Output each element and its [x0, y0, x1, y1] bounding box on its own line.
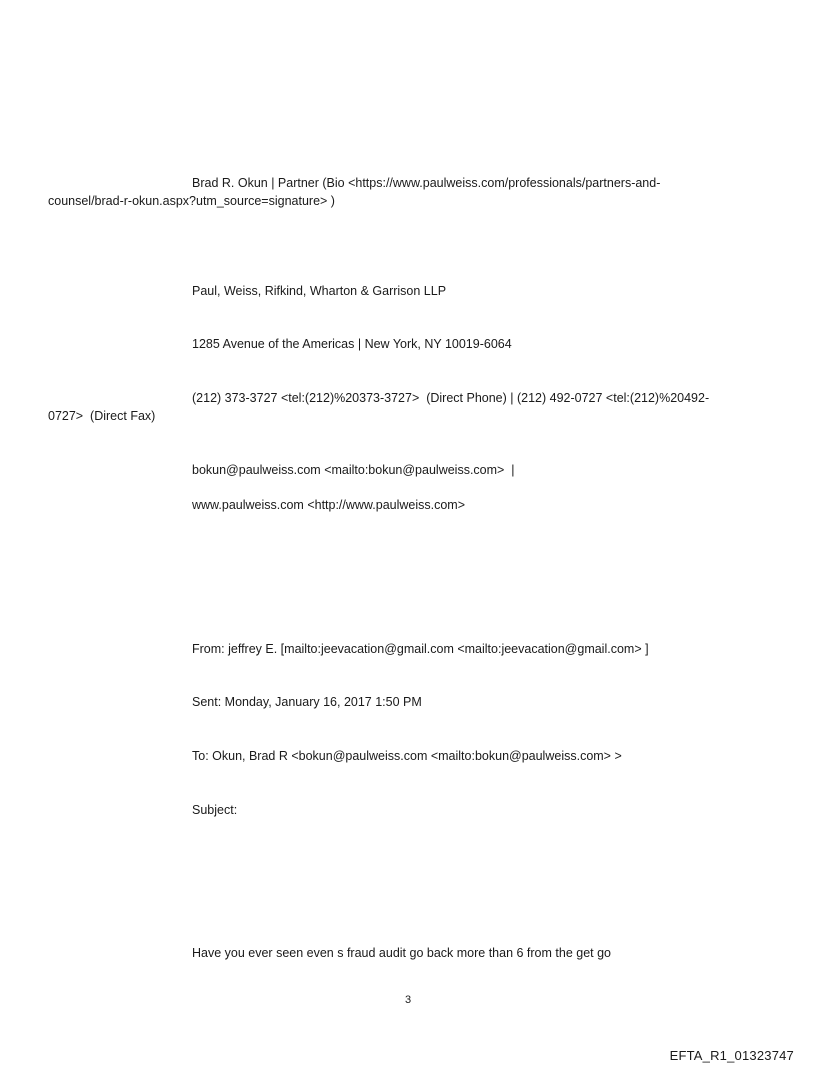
- signature-fax-continuation: 0727> (Direct Fax): [48, 409, 156, 423]
- signature-firm: Paul, Weiss, Rifkind, Wharton & Garrison LLP: [192, 284, 447, 298]
- signature-address: 1285 Avenue of the Americas | New York, NY 10019-6064: [192, 337, 512, 351]
- email-header-sent: Sent: Monday, January 16, 2017 1:50 PM: [192, 695, 422, 709]
- signature-website: www.paulweiss.com <http://www.paulweiss.com>: [192, 498, 466, 512]
- email-header-subject: Subject:: [192, 803, 238, 817]
- bates-number: EFTA_R1_01323747: [669, 1048, 794, 1063]
- signature-phone-line: (212) 373-3727 <tel:(212)%20373-3727> (Direct Phone) | (212) 492-0727 <tel:(212)%20492-: [192, 391, 710, 405]
- signature-name-line: Brad R. Okun | Partner (Bio <https://www.paulweiss.com/professionals/partners-and-: [192, 176, 661, 190]
- email-header-to: To: Okun, Brad R <bokun@paulweiss.com <mailto:bokun@paulweiss.com> >: [192, 749, 622, 763]
- page-number: 3: [404, 994, 412, 1006]
- signature-bio-link-continuation: counsel/brad-r-okun.aspx?utm_source=signature> ): [48, 194, 335, 208]
- email-header-from: From: jeffrey E. [mailto:jeevacation@gmail.com <mailto:jeevacation@gmail.com> ]: [192, 642, 649, 656]
- signature-email: bokun@paulweiss.com <mailto:bokun@paulweiss.com> |: [192, 463, 515, 477]
- email-body-message: Have you ever seen even s fraud audit go back more than 6 from the get go: [192, 946, 612, 960]
